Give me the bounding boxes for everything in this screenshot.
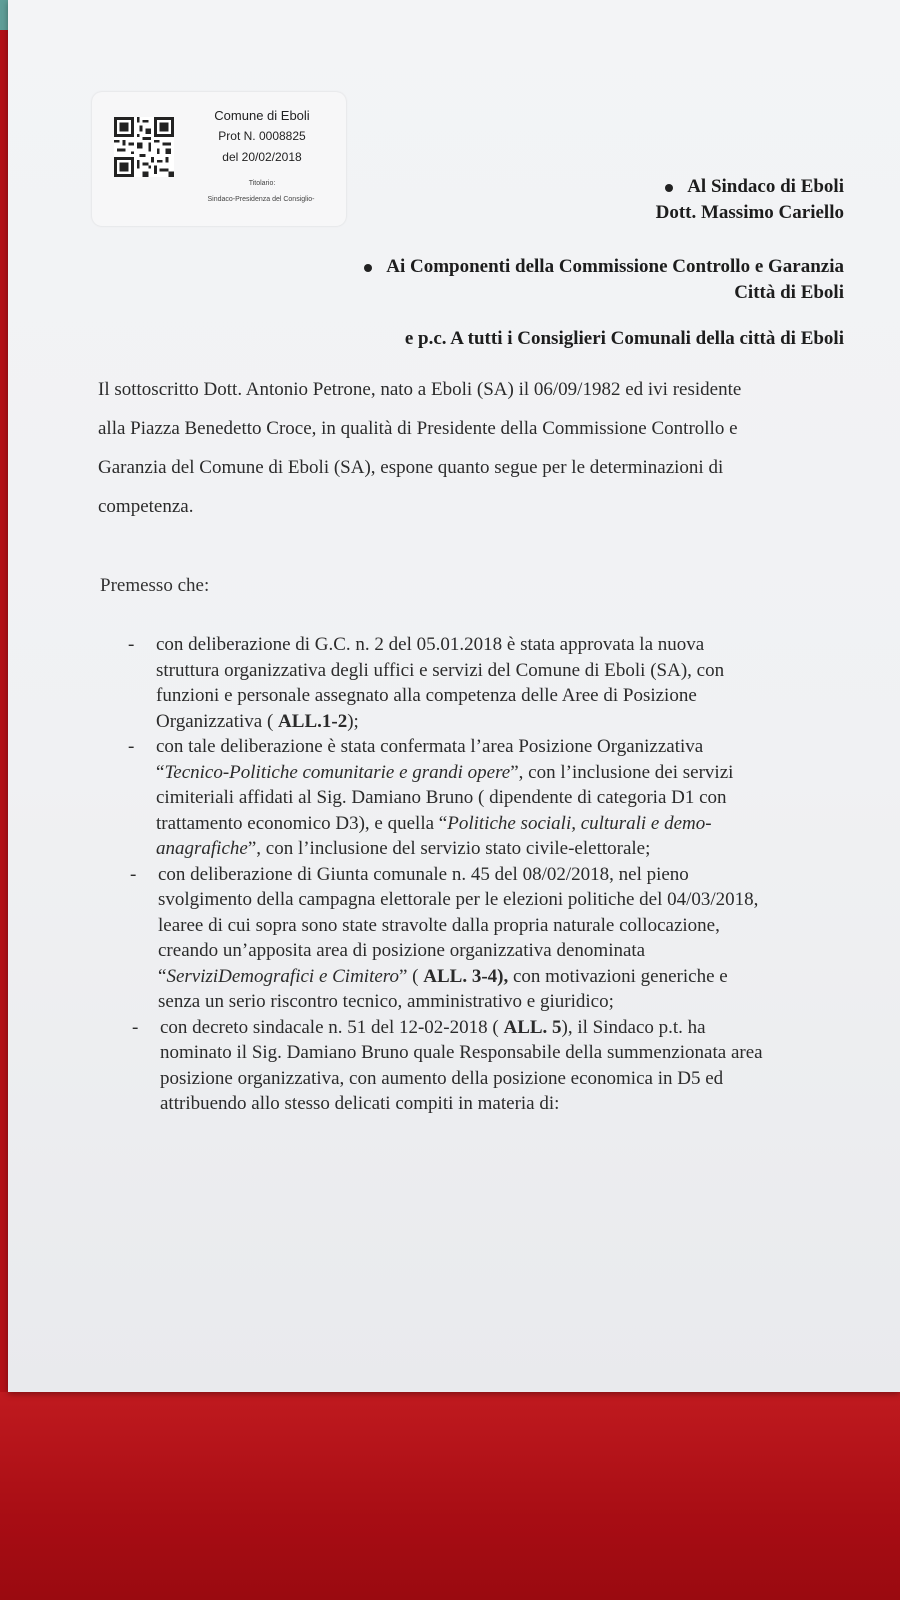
item-line: struttura organizzativa degli uffici e servizi del Comune di Eboli (SA), con [156,659,725,681]
text-span: ), il Sindaco p.t. ha [561,1016,706,1038]
attachment-ref: ALL.1-2 [278,710,348,732]
text-span: ” ( [398,965,424,987]
addressee-city: Città di Eboli [734,282,844,303]
list-item [128,734,858,862]
protocol-stamp [92,92,346,226]
text-span: ”, con l’inclusione dei servizi [510,761,734,783]
text-span: con motivazioni generiche e [508,965,728,987]
intro-paragraph [98,370,848,526]
intro-line: Il sottoscritto Dott. Antonio Petrone, nato a Eboli (SA) il 06/09/1982 ed ivi residente [98,379,742,400]
item-line: learee di cui sopra sono state stravolte dalla propria naturale collocazione, [158,914,720,936]
item-line: svolgimento della campagna elettorale per le elezioni politiche del 04/03/2018, [158,889,759,910]
stamp-comune: Comune di Eboli [214,108,310,123]
attachment-ref: ALL. 5 [503,1016,562,1038]
addressee-councillors: e p.c. A tutti i Consiglieri Comunali della città di Eboli [404,328,844,349]
item-line [158,964,858,990]
text-span: Organizzativa ( [156,710,279,732]
text-span: “ [156,761,165,783]
qr-code-icon [114,117,174,177]
premesso-heading: Premesso che: [100,575,210,596]
text-span: “ [158,965,167,987]
text-span: trattamento economico D3), e quella “ [156,812,448,834]
list-item [132,1015,858,1117]
area-name: Tecnico-Politiche comunitarie e grandi opere [164,761,511,783]
text-span: con decreto sindacale n. 51 del 12-02-2018 ( [160,1016,504,1038]
dash-bullet: - [130,863,137,885]
stamp-protocol-number: Prot N. 0008825 [218,129,306,143]
item-line: creando un’apposita area di posizione organizzativa denominata [158,940,646,961]
item-line [160,1015,858,1041]
addressee-mayor-text: Al Sindaco di Eboli [687,176,844,197]
addressee-commission-text: Ai Componenti della Commissione Controllo e Garanzia [386,256,844,277]
addressee-mayor [665,176,844,198]
background-red-surface [0,1392,900,1600]
item-line [156,709,858,735]
dash-bullet: - [128,634,135,655]
item-line: nominato il Sig. Damiano Bruno quale Responsabile della summenzionata area [160,1042,763,1063]
addressee-commission [364,256,844,278]
text-span: ); [347,710,359,732]
item-line [156,836,858,862]
stamp-titolario-value: Sindaco-Presidenza del Consiglio- [207,196,315,203]
text-span: ”, con l’inclusione del servizio stato civile-elettorale; [247,838,651,859]
intro-line: Garanzia del Comune di Eboli (SA), espone quanto segue per le determinazioni di [98,457,724,478]
bullet-icon [364,264,372,272]
stamp-titolario-label: Titolario: [248,180,276,187]
item-line: con deliberazione di Giunta comunale n. 45 del 08/02/2018, nel pieno [158,863,689,885]
premises-list [128,632,858,1117]
dash-bullet: - [128,736,135,757]
document-page [8,0,900,1392]
attachment-ref: ALL. 3-4), [423,965,509,987]
bullet-icon [665,184,673,192]
intro-line: competenza. [98,496,194,517]
addressee-mayor-name: Dott. Massimo Cariello [655,202,844,223]
item-line: con tale deliberazione è stata confermata l’area Posizione Organizzativa [156,736,704,757]
item-line [156,760,858,786]
area-name: anagrafiche [156,838,248,859]
item-line: cimiteriali affidati al Sig. Damiano Bruno ( dipendente di categoria D1 con [156,787,727,808]
area-name: ServiziDemografici e Cimitero [166,965,399,987]
stamp-date: del 20/02/2018 [222,150,302,164]
item-line: con deliberazione di G.C. n. 2 del 05.01.2018 è stata approvata la nuova [156,634,705,655]
dash-bullet: - [132,1016,139,1038]
intro-line: alla Piazza Benedetto Croce, in qualità di Presidente della Commissione Controllo e [98,418,738,439]
item-line: posizione organizzativa, con aumento della posizione economica in D5 ed [160,1067,724,1089]
item-line: attribuendo allo stesso delicati compiti in materia di: [160,1093,560,1114]
item-line: senza un serio riscontro tecnico, amministrativo e giuridico; [158,991,614,1012]
item-line: funzioni e personale assegnato alla competenza delle Aree di Posizione [156,685,697,706]
list-item [128,632,858,734]
list-item [130,862,858,1015]
area-name: Politiche sociali, culturali e demo- [447,812,712,834]
item-line [156,811,858,837]
